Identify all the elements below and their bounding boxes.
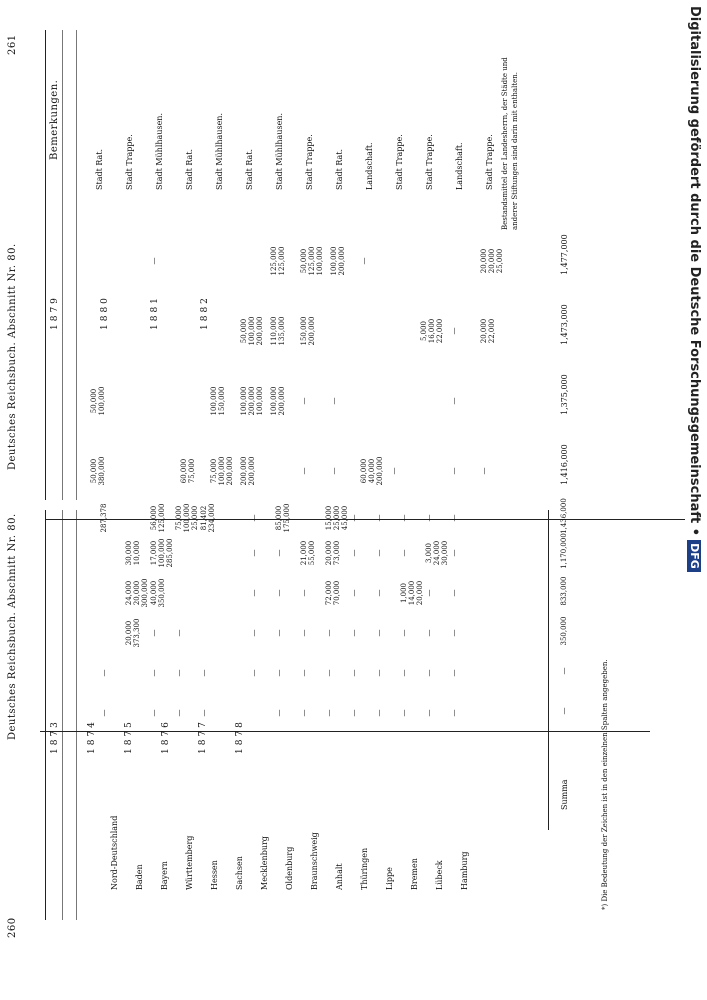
left-cell: — [425, 514, 433, 522]
left-cell: 1,000 14,000 20,000 [400, 580, 424, 606]
left-cell: 3,000 24,000 30,000 [425, 540, 449, 566]
left-cell: 40,000 350,000 [150, 578, 166, 608]
right-cell: — [450, 327, 458, 335]
left-cell: — [300, 669, 308, 677]
left-cell: — [275, 549, 283, 557]
remarks-header: Bemerkungen. [49, 79, 60, 160]
right-cell: 60,000 40,000 200,000 [360, 456, 384, 486]
row-label-hamburg: Hamburg [460, 851, 469, 890]
left-cell: — [400, 669, 408, 677]
left-cell: — [375, 709, 383, 717]
left-cell: — [100, 709, 108, 717]
left-cell: 85,000 175,000 [275, 503, 291, 533]
left-cell: — [250, 669, 258, 677]
left-cell: — [400, 709, 408, 717]
left-cell: 21,000 55,000 [300, 540, 316, 566]
right-sum-1881: 1,473,000 [560, 304, 569, 345]
left-cell: — [200, 709, 208, 717]
left-cell: — [325, 709, 333, 717]
left-sum-rule [548, 510, 549, 830]
row-label-mecklenburg: Mecklenburg [260, 836, 269, 890]
left-cell: 30,000 10,000 [125, 540, 141, 566]
right-cell: 60,000 75,000 [180, 458, 196, 484]
row-label-anhalt: Anhalt [335, 863, 344, 890]
left-cell: — [375, 514, 383, 522]
left-cell: — [350, 629, 358, 637]
dfg-banner-text [684, 6, 704, 966]
left-cell: — [375, 629, 383, 637]
left-sum-1877: 1,170,000 [560, 533, 568, 569]
left-cell: — [300, 589, 308, 597]
dfg-banner-label: Digitalisierung gefördert durch die Deutsche Forschungsgemeinschaft • [687, 6, 702, 537]
left-cell: — [425, 669, 433, 677]
left-cell: 20,000 73,000 [325, 540, 341, 566]
right-cell: 5,000 16,000 22,000 [420, 318, 444, 344]
remark: Stadt Mühlhausen. [275, 112, 284, 190]
right-cell: — [390, 467, 398, 475]
left-cell: — [450, 669, 458, 677]
remark: Stadt Trappe. [425, 134, 434, 190]
remark: Stadt Rat. [185, 148, 194, 190]
right-cell: 50,000 380,000 [90, 456, 106, 486]
remark: Stadt Rat. [245, 148, 254, 190]
row-label-wuerttemberg: Württemberg [185, 835, 194, 890]
left-year-1873: 1873 [50, 719, 60, 754]
remark: Landschaft. [365, 142, 374, 190]
left-cell: 81,402 234,000 [200, 503, 216, 533]
right-cell: 110,000 135,000 [270, 316, 286, 346]
left-cell: 287,378 [100, 503, 108, 533]
right-cell: — [450, 397, 458, 405]
left-cell: — [350, 514, 358, 522]
remark: Stadt Mühlhausen. [155, 112, 164, 190]
row-label-oldenburg: Oldenburg [285, 846, 294, 890]
left-cell: — [175, 709, 183, 717]
right-sum-1879: 1,416,000 [560, 444, 569, 485]
right-sum-1880: 1,375,000 [560, 374, 569, 415]
left-cell: — [400, 549, 408, 557]
right-sum-1882: 1,477,000 [560, 234, 569, 275]
row-label-luebeck: Lübeck [435, 860, 444, 890]
row-label-bayern: Bayern [160, 861, 169, 890]
right-cell: 20,000 20,000 25,000 [480, 248, 504, 274]
remark: Stadt Rat. [335, 148, 344, 190]
left-cell: — [450, 549, 458, 557]
left-cell: — [375, 549, 383, 557]
right-top-rule [45, 30, 46, 500]
right-cell: 150,000 200,000 [300, 316, 316, 346]
remark: Stadt Trappe. [305, 134, 314, 190]
left-header: Deutsches Reichsbuch. Abschnitt Nr. 80. [7, 513, 18, 740]
left-cell: — [250, 549, 258, 557]
right-cell: 50,000 100,000 [90, 386, 106, 416]
right-unit-rule [76, 30, 77, 500]
left-cell: — [375, 669, 383, 677]
right-cell: — [300, 467, 308, 475]
left-year-1876: 1876 [161, 719, 171, 754]
left-cell: — [350, 669, 358, 677]
left-cell: 17,000 100,000 285,000 [150, 538, 174, 568]
right-cell: 100,000 200,000 [270, 386, 286, 416]
left-cell: — [175, 629, 183, 637]
right-cell: 50,000 125,000 100,000 [300, 246, 324, 276]
remark: Landschaft. [455, 142, 464, 190]
left-cell: — [150, 669, 158, 677]
left-cell: — [425, 629, 433, 637]
left-cell: — [450, 589, 458, 597]
left-cell: — [350, 709, 358, 717]
left-unit-rule [76, 510, 77, 920]
left-cell: — [375, 589, 383, 597]
right-cell: 50,000 100,000 200,000 [240, 316, 264, 346]
left-cell: — [400, 629, 408, 637]
remark: Stadt Rat. [95, 148, 104, 190]
right-cell: — [330, 397, 338, 405]
right-cell: 100,000 200,000 [330, 246, 346, 276]
left-year-1878: 1878 [235, 719, 245, 754]
right-cell: — [300, 397, 308, 405]
left-cell: 15,000 25,000 45,000 [325, 505, 349, 531]
right-cell: 100,000 150,000 [210, 386, 226, 416]
left-cell: — [325, 669, 333, 677]
dfg-badge: DFG [687, 540, 701, 572]
left-cell: — [350, 589, 358, 597]
row-label-baden: Baden [135, 864, 144, 890]
bottom-note: Bestandsmittel der Landesherrn, der Städte und anderer Stiftungen sind darin mit enthalten. [501, 57, 519, 230]
right-cell: — [450, 467, 458, 475]
right-cell: — [150, 257, 158, 265]
left-cell: — [175, 669, 183, 677]
left-sum-1878: 1,436,000 [560, 498, 568, 534]
left-cell: — [350, 549, 358, 557]
right-cell: 75,000 100,000 200,000 [210, 456, 234, 486]
left-cell: 20,000 373,300 [125, 618, 141, 648]
row-label-braunschweig: Braunschweig [310, 832, 319, 890]
left-cell: 75,000 100,000 25,000 [175, 503, 199, 533]
left-cell: — [150, 709, 158, 717]
row-label-hessen: Hessen [210, 860, 219, 890]
left-cell: — [450, 709, 458, 717]
right-page-number: 261 [7, 34, 18, 55]
right-cell: 20,000 22,000 [480, 318, 496, 344]
right-cell: 125,000 125,000 [270, 246, 286, 276]
footnote: *) Die Bedeutung der Zeichen ist in den einzelnen Spalten angegeben. [601, 659, 609, 910]
left-cell: — [300, 629, 308, 637]
left-cell: 56,000 125,000 [150, 503, 166, 533]
left-sum-1873: — [560, 707, 568, 715]
right-header: Deutsches Reichsbuch. Abschnitt Nr. 80. [7, 243, 18, 470]
right-year-1882: 1882 [200, 295, 210, 330]
left-sum-1875: 350,000 [560, 616, 568, 646]
left-year-1877: 1877 [198, 719, 208, 754]
row-label-bremen: Bremen [410, 858, 419, 890]
right-cell: — [480, 467, 488, 475]
left-sum-label: Summa [560, 779, 569, 810]
left-cell: — [275, 709, 283, 717]
remark: Stadt Mühlhausen. [215, 112, 224, 190]
left-cell: — [275, 629, 283, 637]
left-sum-1876: 833,000 [560, 576, 568, 606]
left-year-1874: 1874 [87, 719, 97, 754]
row-label-lippe: Lippe [385, 867, 394, 890]
left-cell: — [100, 669, 108, 677]
left-cell: — [150, 629, 158, 637]
left-cell: — [250, 629, 258, 637]
left-cell: — [250, 514, 258, 522]
right-year-rule [62, 30, 63, 500]
row-label-sachsen: Sachsen [235, 856, 244, 890]
left-cell: — [200, 669, 208, 677]
left-cell: — [425, 709, 433, 717]
left-cell: — [425, 589, 433, 597]
right-cell: 200,000 200,000 [240, 456, 256, 486]
left-cell: 72,000 70,000 [325, 580, 341, 606]
right-year-1880: 1880 [100, 295, 110, 330]
remark: Stadt Trappe. [485, 134, 494, 190]
left-cell: — [325, 629, 333, 637]
remark: Stadt Trappe. [395, 134, 404, 190]
right-year-1881: 1881 [150, 295, 160, 330]
left-top-rule [45, 510, 46, 920]
row-label-thueringen: Thüringen [360, 847, 369, 890]
left-cell: — [250, 589, 258, 597]
left-cell: — [275, 589, 283, 597]
left-cell: — [450, 514, 458, 522]
left-sum-1874: — [560, 667, 568, 675]
left-cell: — [400, 514, 408, 522]
left-right-border [45, 519, 685, 520]
left-cell: — [300, 709, 308, 717]
left-year-rule [62, 510, 63, 920]
right-cell: — [330, 467, 338, 475]
left-cell: — [275, 669, 283, 677]
dfg-banner [684, 6, 704, 966]
left-page-number: 260 [7, 917, 18, 938]
left-year-1875: 1875 [124, 719, 134, 754]
right-cell: — [360, 257, 368, 265]
left-cell: — [450, 629, 458, 637]
row-label-nord-deutschland: Nord-Deutschland [110, 815, 119, 890]
left-cell: 24,000 20,000 300,000 [125, 578, 149, 608]
right-year-1879: 1879 [50, 295, 60, 330]
right-cell: 100,000 200,000 100,000 [240, 386, 264, 416]
remark: Stadt Trappe. [125, 134, 134, 190]
